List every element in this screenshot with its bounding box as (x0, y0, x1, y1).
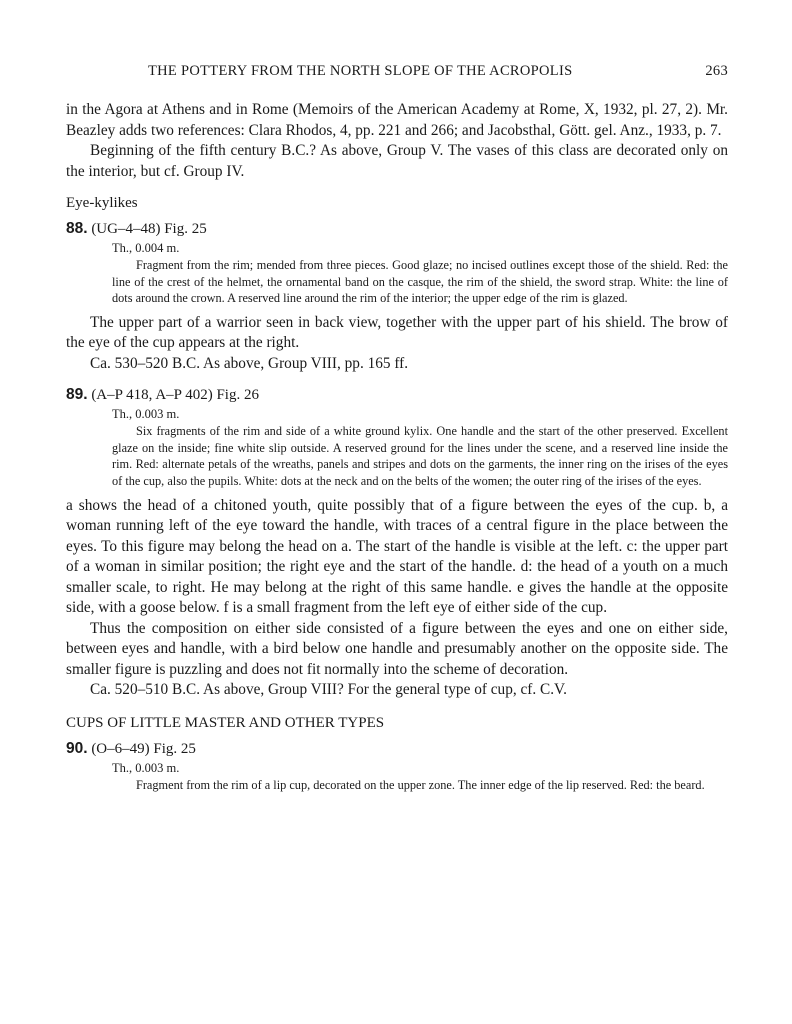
entry-description: Six fragments of the rim and side of a white ground kylix. One handle and the start of the other preserved. Excellent glaze on the inside; fine white slip outside. A reserved ground for the lines under the scene, and a reserved line inside the rim. Red: alternate petals of the wreaths, panels and stripes and dots on the garments, the inner ring on the irises of the eyes of the cup, also the pupils. White: dots at the neck and on the belts of the women; the outer ring of the irises of the eyes. (112, 424, 728, 489)
running-title: THE POTTERY FROM THE NORTH SLOPE OF THE ACROPOLIS (148, 63, 573, 79)
entry-date: Ca. 530–520 B.C. As above, Group VIII, pp. 165 ff. (90, 354, 409, 372)
entry-thickness: Th., 0.003 m. (112, 407, 180, 422)
entry-description: Fragment from the rim of a lip cup, decorated on the upper zone. The inner edge of the lip reserved. Red: the beard. (136, 777, 705, 792)
entry-thickness: Th., 0.003 m. (112, 760, 180, 775)
entry-commentary: a shows the head of a chitoned youth, quite possibly that of a figure between the eyes of the cup. b, a woman running left of the eye toward the handle, with traces of a central figure in the place between the eyes. To this figure may belong the head on a. The start of the handle is visible at the left. c: the upper part of a woman in similar position; the right eye and the start of the handle. d: the head of a youth on a much smaller scale, to right. He may belong at the right of this same handle. e gives the handle at the opposite side, with a goose below. f is a small fragment from the left eye of either side of the cup. (66, 496, 728, 617)
section-heading-eye-kylikes: Eye-kylikes (66, 195, 138, 211)
entry-thickness: Th., 0.004 m. (112, 241, 180, 255)
entry-reference: (UG–4–48) Fig. 25 (91, 221, 207, 237)
running-header (66, 63, 728, 83)
section-heading-little-master: CUPS OF LITTLE MASTER AND OTHER TYPES (66, 714, 385, 731)
entry-description: Fragment from the rim; mended from three pieces. Good glaze; no incised outlines except those of the shield. Red: the line of the crest of the helmet, the ornamental band on the casque, the rim of the shield, the sword strap. White: the line of dots around the crown. A reserved line around the rim of the interior; the upper edge of the rim is glazed. (112, 258, 728, 306)
entry-number: 88. (66, 220, 88, 237)
entry-commentary-composition: Thus the composition on either side consisted of a figure between the eyes and one on either side, between eyes and handle, with a bird below one handle and presumably another on the opposite side. The smaller figure is puzzling and does not fit normally into the scheme of decoration. (66, 619, 728, 678)
page-number: 263 (705, 63, 728, 79)
catalogue-entry-88 (66, 220, 728, 238)
main-text (66, 100, 728, 793)
catalogue-entry-89 (66, 386, 728, 404)
entry-date: Ca. 520–510 B.C. As above, Group VIII? For the general type of cup, cf. C.V. (90, 681, 567, 699)
entry-commentary: The upper part of a warrior seen in back view, together with the upper part of his shield. The brow of the eye of the cup appears at the right. (66, 313, 728, 352)
entry-reference: (O–6–49) Fig. 25 (91, 740, 196, 757)
entry-reference: (A–P 418, A–P 402) Fig. 26 (91, 387, 259, 404)
entry-number: 90. (66, 739, 88, 757)
entry-number: 89. (66, 386, 88, 404)
catalogue-entry-90 (66, 740, 728, 758)
paragraph-fifth-century: Beginning of the fifth century B.C.? As above, Group V. The vases of this class are decorated only on the interior, but cf. Group IV. (66, 142, 728, 180)
paragraph-intro: in the Agora at Athens and in Rome (Memoirs of the American Academy at Rome, X, 1932, pl. 27, 2). Mr. Beazley adds two references: Clara Rhodos, 4, pp. 221 and 266; and Jacobsthal, Gött. gel. Anz., 1933, p. 7. (66, 101, 728, 139)
